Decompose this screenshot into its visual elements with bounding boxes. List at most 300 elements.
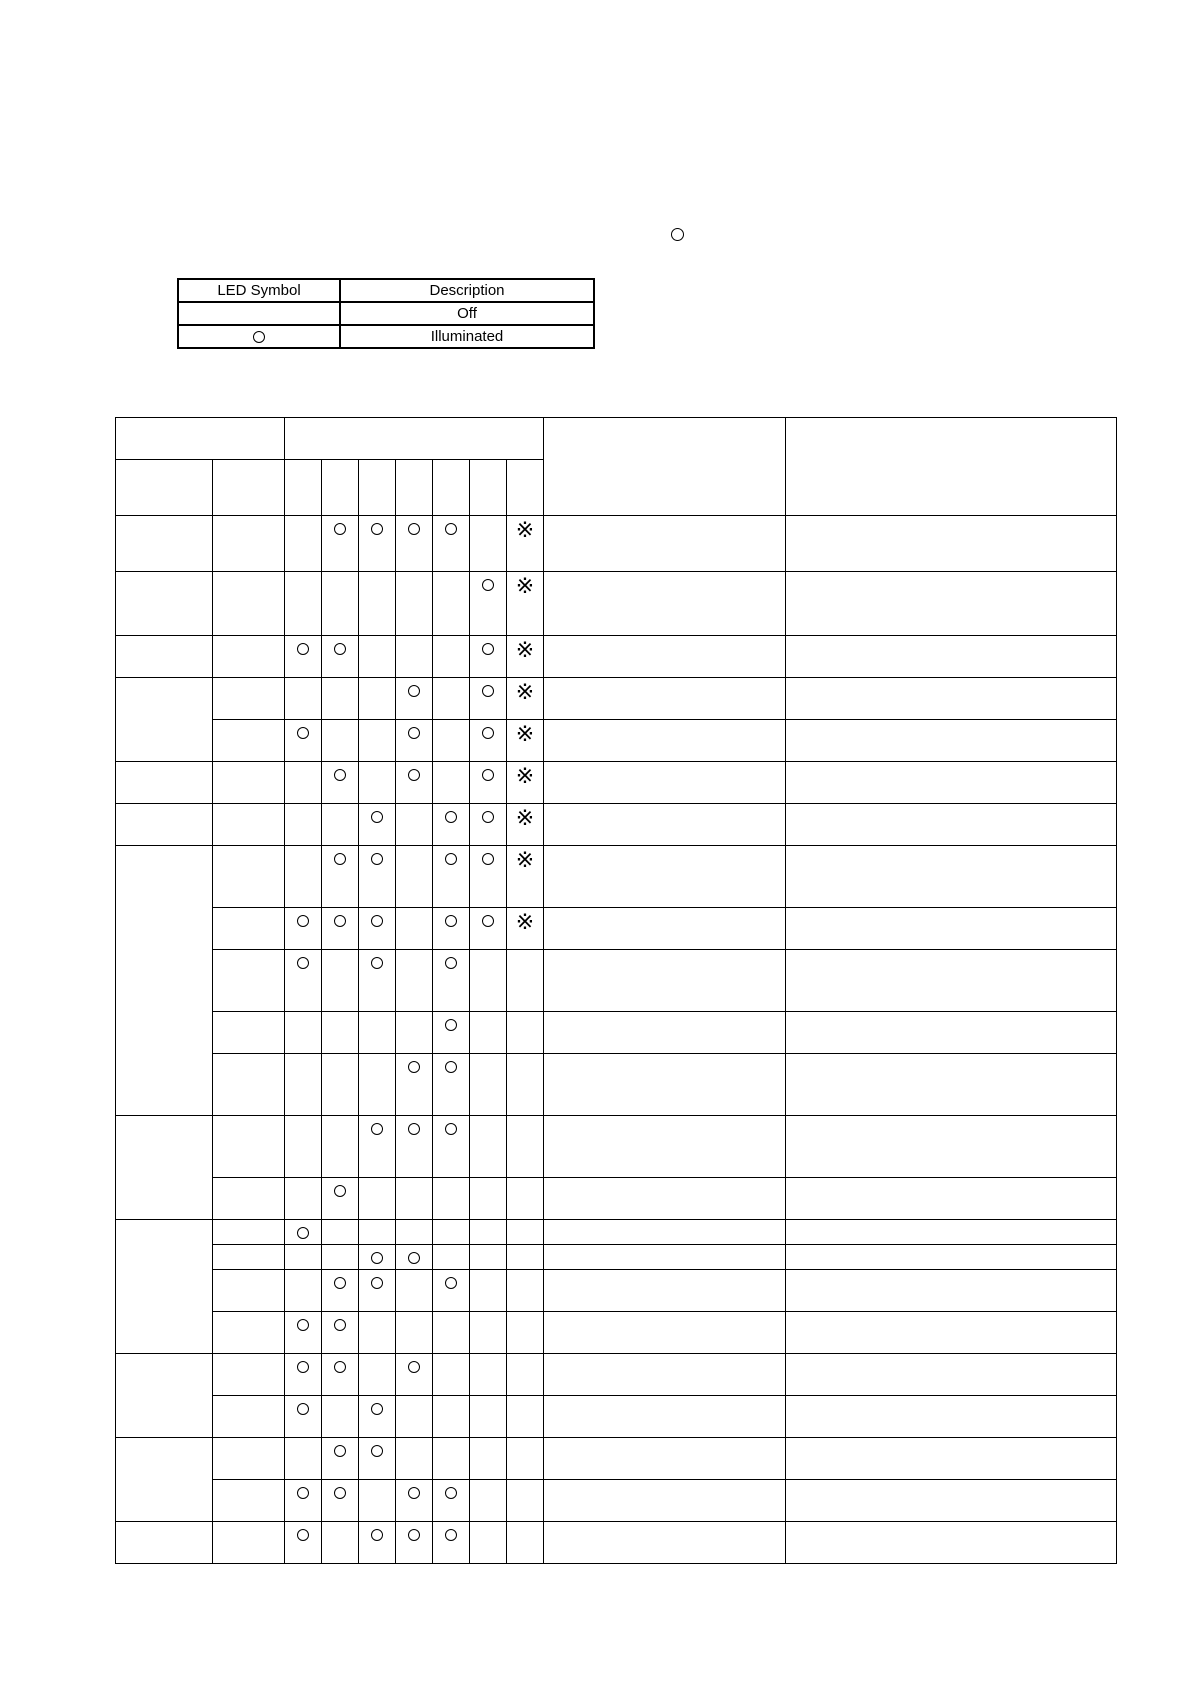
header-led-5 [433,460,470,516]
remarks-cell [786,720,1117,762]
sub-cell [213,908,285,950]
sub-cell [213,516,285,572]
header-led-6 [470,460,507,516]
special-mark-icon: ※ [515,721,535,746]
led-cell [433,720,470,762]
led-cell [322,950,359,1012]
description-cell [544,1012,786,1054]
circle-icon [297,643,309,655]
description-cell [544,1270,786,1312]
led-cell [396,572,433,636]
sub-cell [213,846,285,908]
circle-icon [482,811,494,823]
led-cell [396,1354,433,1396]
remarks-cell [786,1312,1117,1354]
circle-icon [334,1185,346,1197]
led-cell [285,636,322,678]
led-cell [507,1220,544,1245]
circle-icon [445,1277,457,1289]
circle-icon [408,727,420,739]
remarks-cell [786,1270,1117,1312]
circle-icon [445,1123,457,1135]
led-cell [433,1012,470,1054]
remarks-cell [786,1245,1117,1270]
circle-icon [445,957,457,969]
led-cell [285,762,322,804]
group-cell [116,1438,213,1522]
sub-cell [213,720,285,762]
led-cell [396,1522,433,1564]
led-cell [507,1054,544,1116]
led-cell [470,678,507,720]
led-cell [433,636,470,678]
remarks-cell [786,1396,1117,1438]
led-cell [470,804,507,846]
led-cell [285,1396,322,1438]
circle-icon [408,523,420,535]
circle-icon [297,1487,309,1499]
led-cell [396,1245,433,1270]
led-cell [433,762,470,804]
table-row [116,950,1117,1012]
led-cell [322,762,359,804]
circle-icon [334,1319,346,1331]
table-row [116,1438,1117,1480]
remarks-cell [786,1438,1117,1480]
led-cell [359,804,396,846]
remarks-cell [786,1480,1117,1522]
remarks-cell [786,516,1117,572]
circle-icon [334,1445,346,1457]
led-cell [396,1054,433,1116]
sub-cell [213,1054,285,1116]
led-cell [433,1220,470,1245]
led-cell [507,1116,544,1178]
legend-description-off: Off [340,302,594,325]
header-led-2 [322,460,359,516]
description-cell [544,678,786,720]
sub-cell [213,572,285,636]
led-cell [359,1012,396,1054]
table-row [116,1116,1117,1178]
table-row [116,908,1117,950]
led-cell [507,1438,544,1480]
led-cell [359,572,396,636]
led-cell [433,1522,470,1564]
led-cell [507,1522,544,1564]
description-cell [544,908,786,950]
led-cell [470,908,507,950]
led-cell [322,1054,359,1116]
sub-cell [213,950,285,1012]
led-cell [359,720,396,762]
description-cell [544,1116,786,1178]
remarks-cell [786,678,1117,720]
circle-icon [408,1487,420,1499]
led-cell [322,1012,359,1054]
circle-icon [371,1252,383,1264]
led-cell [359,1396,396,1438]
led-cell [322,1116,359,1178]
led-cell [396,1178,433,1220]
led-cell [396,720,433,762]
table-row [116,572,1117,636]
legend-header-row [178,279,594,302]
table-row [116,1270,1117,1312]
remarks-cell [786,1012,1117,1054]
description-cell [544,636,786,678]
table-row [116,636,1117,678]
led-cell [507,1312,544,1354]
special-mark-icon: ※ [515,573,535,598]
description-cell [544,1312,786,1354]
description-cell [544,1522,786,1564]
circle-icon [445,915,457,927]
group-cell [116,678,213,762]
led-cell [396,1480,433,1522]
table-row [116,1245,1117,1270]
header-column-a [544,418,786,516]
sub-cell [213,1178,285,1220]
led-cell [322,720,359,762]
table-row [116,1354,1117,1396]
legend-header-symbol: LED Symbol [178,279,340,302]
led-cell [470,720,507,762]
circle-icon [334,1487,346,1499]
led-cell [285,846,322,908]
circle-icon [482,643,494,655]
group-cell [116,846,213,1116]
led-cell [470,1220,507,1245]
table-row [116,720,1117,762]
circle-icon [408,1361,420,1373]
legend-symbol-off [178,302,340,325]
led-cell [396,636,433,678]
led-cell [359,762,396,804]
circle-icon [334,853,346,865]
led-cell [433,1312,470,1354]
sub-cell [213,1438,285,1480]
circle-icon [445,523,457,535]
led-cell [433,950,470,1012]
sub-cell [213,1116,285,1178]
led-cell [433,1245,470,1270]
circle-icon [408,1529,420,1541]
led-cell [322,516,359,572]
led-cell [285,1354,322,1396]
remarks-cell [786,1220,1117,1245]
led-cell [470,1480,507,1522]
led-cell [507,636,544,678]
header-sub-b [213,460,285,516]
remarks-cell [786,762,1117,804]
led-cell [470,762,507,804]
description-cell [544,1396,786,1438]
led-cell [470,636,507,678]
led-cell [285,1116,322,1178]
header-led-1 [285,460,322,516]
led-cell [396,1438,433,1480]
led-cell [507,1354,544,1396]
led-legend-table [177,278,595,349]
circle-icon [371,957,383,969]
circle-icon [297,1403,309,1415]
circle-icon [334,643,346,655]
led-cell [507,572,544,636]
led-cell [433,1480,470,1522]
led-cell [433,908,470,950]
sub-cell [213,1480,285,1522]
led-cell [396,908,433,950]
led-cell [359,1522,396,1564]
led-cell [359,678,396,720]
led-cell [507,1245,544,1270]
circle-icon [371,1277,383,1289]
led-cell [507,950,544,1012]
circle-icon [297,1361,309,1373]
led-cell [285,1312,322,1354]
header-led-4 [396,460,433,516]
special-mark-icon: ※ [515,805,535,830]
led-cell [285,720,322,762]
led-cell [470,1116,507,1178]
led-cell [285,678,322,720]
led-cell [322,1178,359,1220]
table-row [116,1054,1117,1116]
group-cell [116,1116,213,1220]
led-cell [359,1354,396,1396]
led-cell [470,1245,507,1270]
led-cell [433,572,470,636]
circle-icon [297,957,309,969]
circle-icon [482,853,494,865]
led-cell [359,1245,396,1270]
circle-icon [334,1361,346,1373]
table-header-row [116,418,1117,460]
led-cell [507,678,544,720]
led-cell [396,950,433,1012]
led-cell [322,1245,359,1270]
table-row [116,516,1117,572]
description-cell [544,516,786,572]
description-cell [544,572,786,636]
led-cell [396,762,433,804]
special-mark-icon: ※ [515,909,535,934]
led-cell [396,1220,433,1245]
circle-icon [408,769,420,781]
sub-cell [213,1245,285,1270]
led-cell [322,678,359,720]
remarks-cell [786,572,1117,636]
sub-cell [213,678,285,720]
circle-icon [482,915,494,927]
led-cell [359,1116,396,1178]
led-cell [507,1270,544,1312]
circle-icon [482,685,494,697]
special-mark-icon: ※ [515,847,535,872]
circle-icon [445,853,457,865]
sub-cell [213,1270,285,1312]
circle-icon [371,853,383,865]
led-cell [396,1312,433,1354]
legend-row-off [178,302,594,325]
led-cell [433,1396,470,1438]
led-cell [470,1438,507,1480]
led-cell [470,572,507,636]
sub-cell [213,1312,285,1354]
circle-icon [297,915,309,927]
led-cell [396,1116,433,1178]
led-cell [285,572,322,636]
description-cell [544,1245,786,1270]
circle-icon [334,915,346,927]
circle-symbol-icon [671,228,684,241]
circle-icon [445,1061,457,1073]
circle-icon [482,727,494,739]
led-cell [359,1438,396,1480]
circle-icon [408,1252,420,1264]
group-cell [116,762,213,804]
led-cell [285,804,322,846]
led-cell [322,1438,359,1480]
circle-icon [334,1277,346,1289]
led-cell [470,1522,507,1564]
led-cell [285,1054,322,1116]
led-cell [322,1312,359,1354]
description-cell [544,1354,786,1396]
special-mark-icon: ※ [515,763,535,788]
group-cell [116,572,213,636]
led-cell [507,804,544,846]
led-cell [322,908,359,950]
group-cell [116,804,213,846]
led-cell [433,1054,470,1116]
group-cell [116,636,213,678]
led-cell [470,1178,507,1220]
led-cell [359,516,396,572]
circle-icon [482,579,494,591]
circle-icon [371,1403,383,1415]
description-cell [544,1438,786,1480]
circle-icon [408,1061,420,1073]
sub-cell [213,1220,285,1245]
led-cell [322,804,359,846]
remarks-cell [786,950,1117,1012]
led-cell [322,1396,359,1438]
led-cell [396,846,433,908]
sub-cell [213,1396,285,1438]
led-cell [396,516,433,572]
led-cell [285,908,322,950]
remarks-cell [786,846,1117,908]
circle-icon [334,523,346,535]
led-cell [359,846,396,908]
header-sub-a [116,460,213,516]
led-cell [285,516,322,572]
led-cell [322,1480,359,1522]
legend-row-illuminated [178,325,594,348]
circle-icon [371,811,383,823]
circle-icon [408,685,420,697]
legend-description-illuminated: Illuminated [340,325,594,348]
table-row [116,1312,1117,1354]
led-cell [507,1480,544,1522]
group-cell [116,1522,213,1564]
led-cell [322,636,359,678]
remarks-cell [786,1522,1117,1564]
header-group-a [116,418,285,460]
remarks-cell [786,1116,1117,1178]
led-cell [396,804,433,846]
circle-icon [445,1529,457,1541]
led-cell [507,762,544,804]
led-cell [322,1522,359,1564]
led-cell [507,846,544,908]
led-cell [507,1178,544,1220]
led-cell [396,1012,433,1054]
led-cell [433,804,470,846]
led-status-table [115,417,1117,1564]
led-cell [507,1012,544,1054]
table-row [116,678,1117,720]
led-cell [470,1354,507,1396]
led-cell [359,1480,396,1522]
led-cell [359,1054,396,1116]
led-cell [322,1270,359,1312]
led-cell [470,516,507,572]
description-cell [544,950,786,1012]
led-cell [359,1270,396,1312]
header-led-7 [507,460,544,516]
led-cell [359,950,396,1012]
circle-icon [297,1319,309,1331]
circle-icon [371,1529,383,1541]
led-cell [285,1245,322,1270]
circle-icon [445,811,457,823]
led-cell [433,1270,470,1312]
header-led-3 [359,460,396,516]
led-cell [433,1438,470,1480]
led-cell [359,636,396,678]
led-cell [470,1270,507,1312]
circle-icon [297,1529,309,1541]
led-cell [285,1522,322,1564]
circle-icon [371,1445,383,1457]
led-cell [433,1354,470,1396]
led-cell [359,1220,396,1245]
led-cell [322,572,359,636]
circle-icon [445,1487,457,1499]
led-cell [322,1220,359,1245]
circle-icon [408,1123,420,1135]
led-cell [433,846,470,908]
table-row [116,762,1117,804]
sub-cell [213,762,285,804]
sub-cell [213,804,285,846]
circle-icon [253,331,265,343]
circle-icon [445,1019,457,1031]
circle-icon [482,769,494,781]
circle-icon [334,769,346,781]
led-cell [433,1178,470,1220]
description-cell [544,804,786,846]
sub-cell [213,1522,285,1564]
legend-header-description: Description [340,279,594,302]
table-row [116,804,1117,846]
special-mark-icon: ※ [515,679,535,704]
led-cell [359,1312,396,1354]
sub-cell [213,636,285,678]
